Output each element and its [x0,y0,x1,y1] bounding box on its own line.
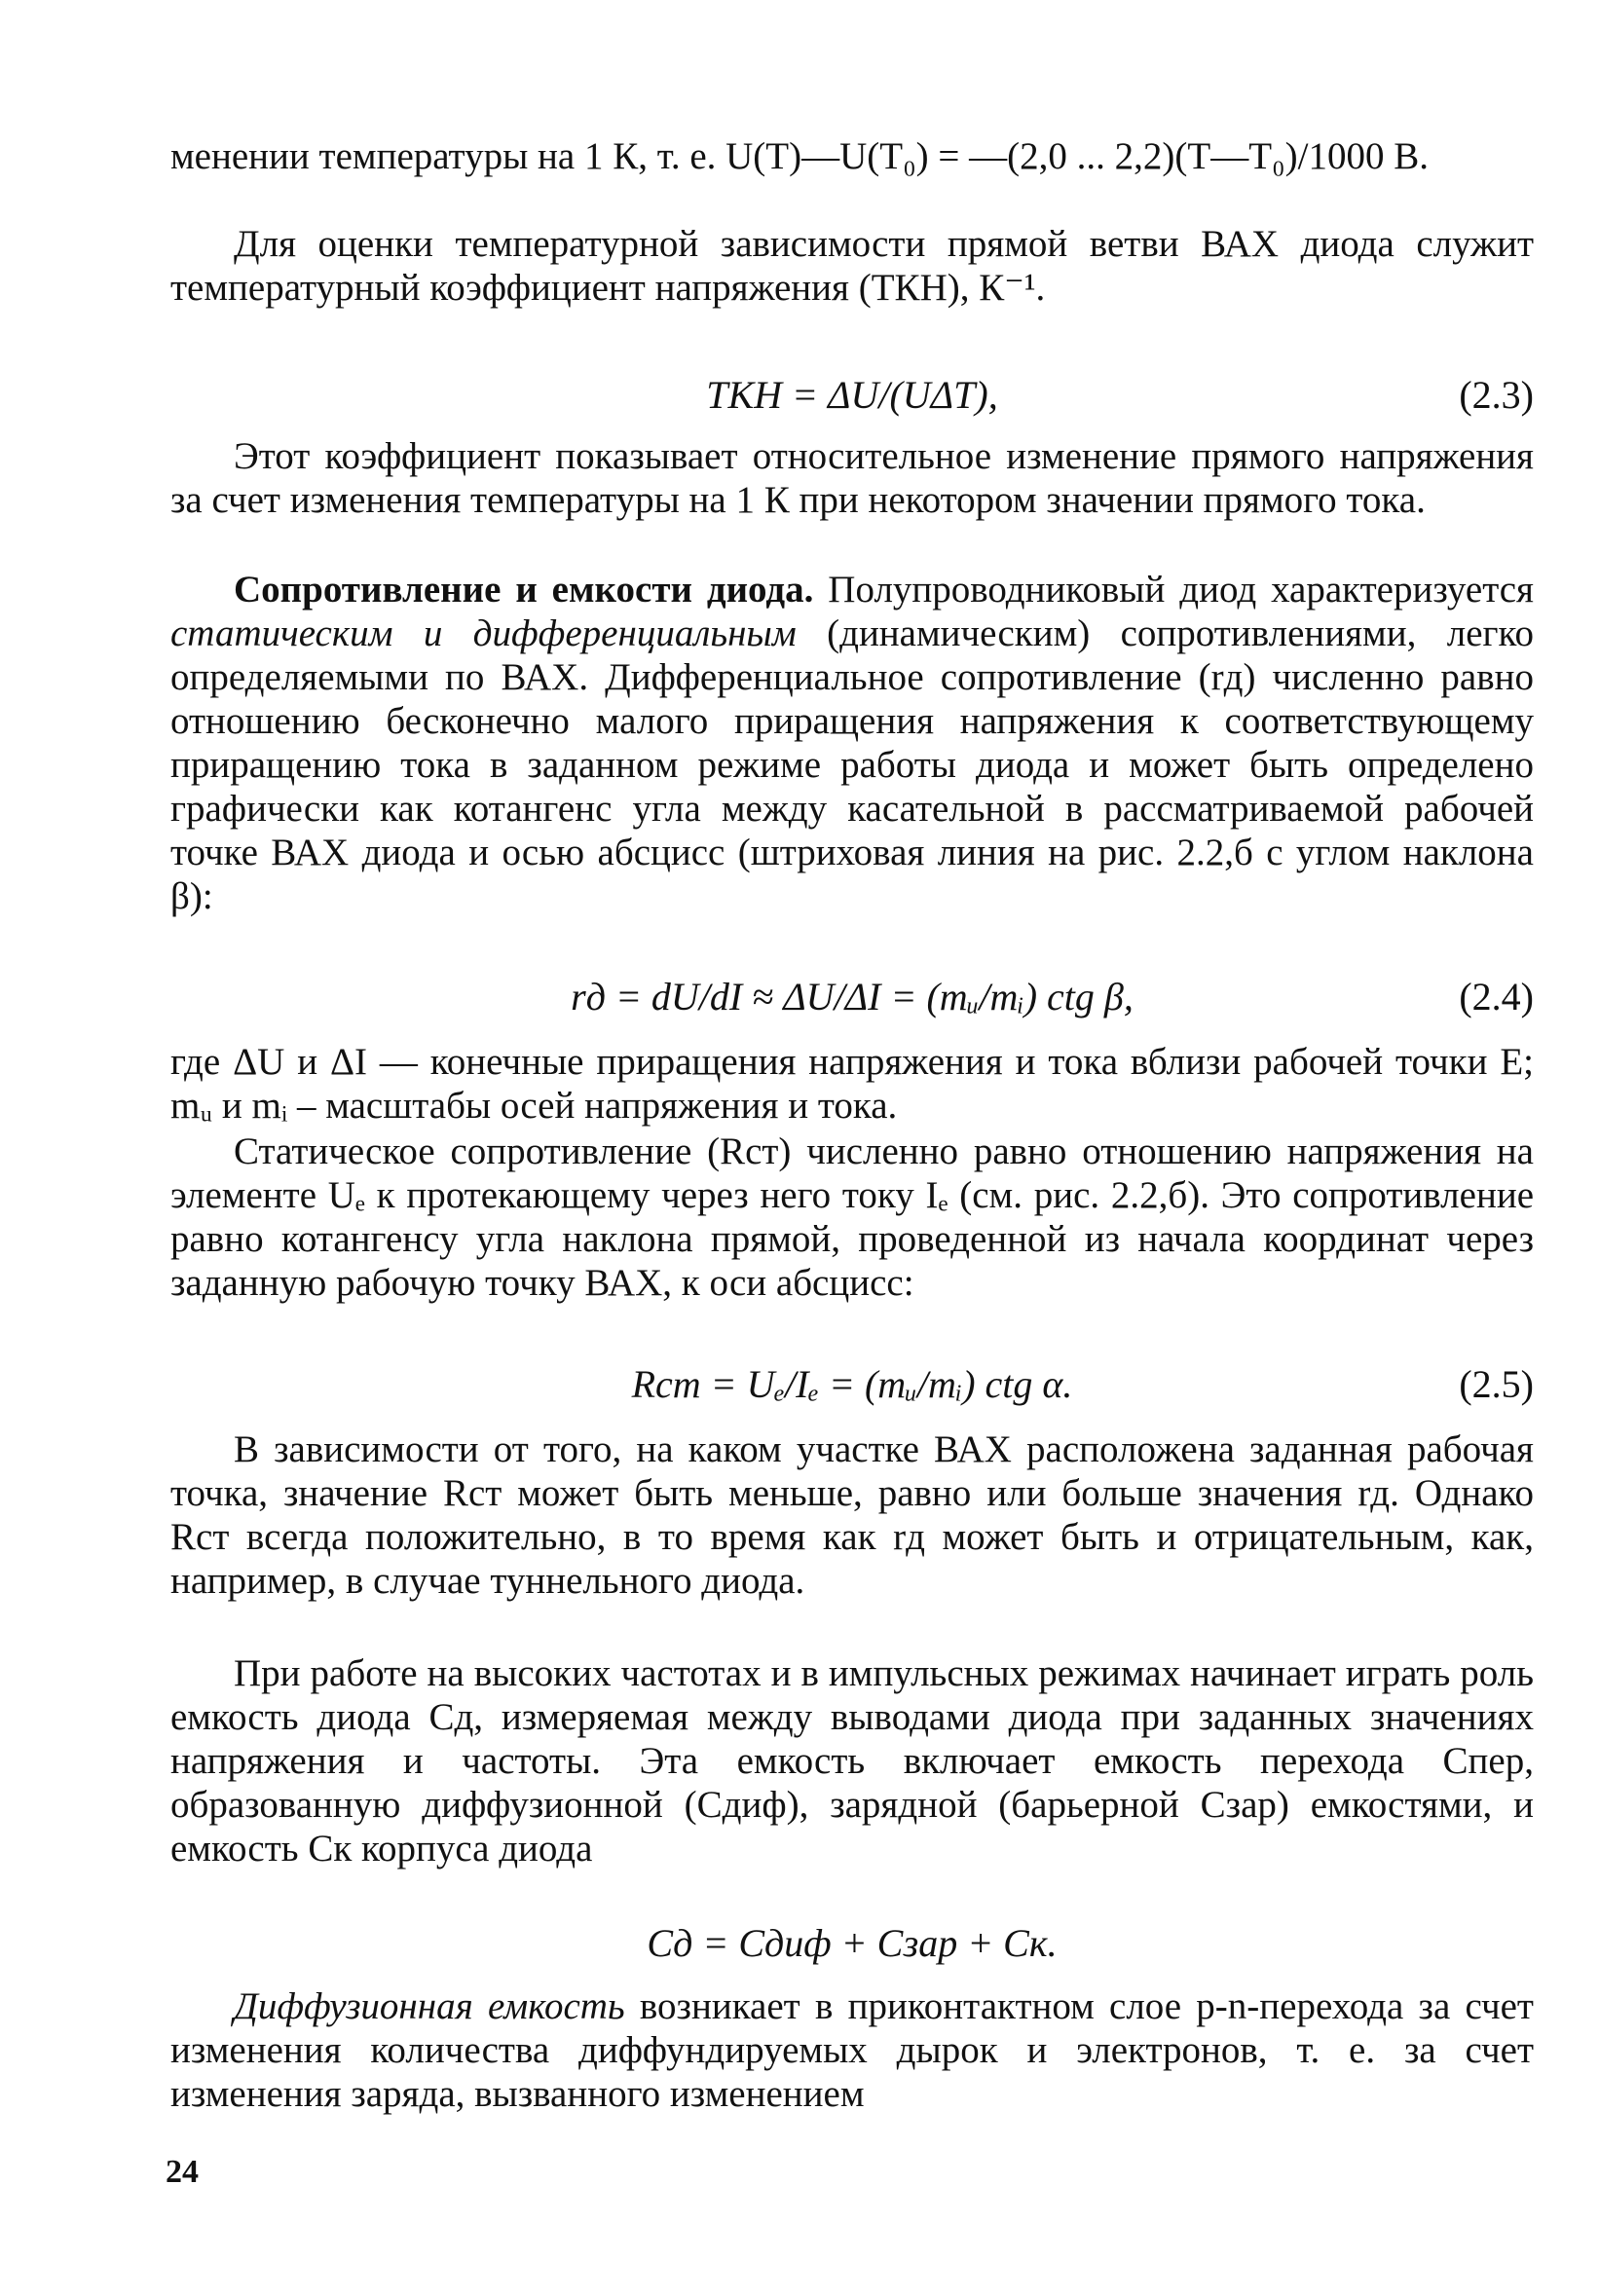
equation-number: (2.5) [1459,1362,1534,1406]
paragraph-operating-point [170,1427,1534,1603]
paragraph-text: где ΔU и ΔI — конечные приращения напряжения и тока вблизи рабочей точки E; mᵤ и mᵢ – масштабы осей напряжения и тока. [170,1041,1534,1127]
paragraph-static-resistance [170,1129,1534,1305]
page-number: 24 [166,2154,199,2190]
paragraph-text: В зависимости от того, на каком участке ВАХ расположена заданная рабочая точка, значение Rст может быть меньше, равно или больше значения rд. Однако Rст всегда положительно, в то время как rд может быть и отрицательным, как, например, в случае туннельного диода. [170,1428,1534,1602]
paragraph-text: Статическое сопротивление (Rст) численно равно отношению напряжения на элементе Uₑ к протекающему через него току Iₑ (см. рис. 2.2,б). Это сопротивление равно котангенсу угла наклона прямой, проведенной из начала координат через заданную рабочую точку ВАХ, к оси абсцисс: [170,1130,1534,1304]
paragraph-resistance-capacitance [170,568,1534,918]
equation-number: (2.3) [1459,373,1534,417]
paragraph-temperature-change [170,134,1534,178]
paragraph-coefficient-meaning [170,434,1534,522]
paragraph-diffusion-capacitance [170,1984,1534,2116]
paragraph-text: Этот коэффициент показывает относительное изменение прямого напряжения за счет изменения температуры на 1 К при некотором значении прямого тока. [170,435,1534,521]
formula-expression: Сд = Сдиф + Сзар + Ск. [647,1921,1058,1965]
equation-number: (2.4) [1459,975,1534,1018]
paragraph-text: (динамическим) сопротивлениями, легко определяемыми по ВАХ. Дифференциальное сопротивление (rд) численно равно отношению бесконечно малого приращения напряжения к соответствующему приращению тока в заданном режиме работы диода и может быть определено графически как котангенс угла между касательной в рассматриваемой рабочей точке ВАХ диода и осью абсцисс (штриховая линия на рис. 2.2,б с углом наклона β): [170,612,1534,917]
formula-expression: Rст = Uₑ/Iₑ = (mᵤ/mᵢ) ctg α. [631,1362,1073,1406]
paragraph-tkn-intro [170,222,1534,310]
paragraph-high-frequency [170,1651,1534,1870]
formula-expression: ТКН = ΔU/(UΔT), [706,373,998,417]
paragraph-increments [170,1040,1534,1128]
paragraph-text: Для оценки температурной зависимости прямой ветви ВАХ диода служит температурный коэффициент напряжения (ТКН), К⁻¹. [170,223,1534,309]
paragraph-text: Полупроводниковый диод характеризуется [813,569,1534,611]
paragraph-text: менении температуры на 1 К, т. е. U(T)—U(T₀) = —(2,0 ... 2,2)(T—T₀)/1000 В. [170,135,1429,177]
formula-expression: rд = dU/dI ≈ ΔU/ΔI = (mᵤ/mᵢ) ctg β, [571,975,1134,1018]
paragraph-text: При работе на высоких частотах и в импульсных режимах начинает играть роль емкость диода Сд, измеряемая между выводами диода при заданных значениях напряжения и частоты. Эта емкость включает емкость перехода Спер, образованную диффузионной (Сдиф), зарядной (барьерной Сзар) емкостями, и емкость Ск корпуса диода [170,1652,1534,1870]
emphasis-text: статическим и дифференциальным [170,612,797,654]
paragraph-text: возникает в приконтактном слое p-n-перехода за счет изменения количества диффундируемых дырок и электронов, т. е. за счет изменения заряда, вызванного изменением [170,1985,1534,2115]
emphasis-text: Диффузионная емкость [234,1985,625,2027]
section-heading: Сопротивление и емкости диода. [234,569,814,611]
